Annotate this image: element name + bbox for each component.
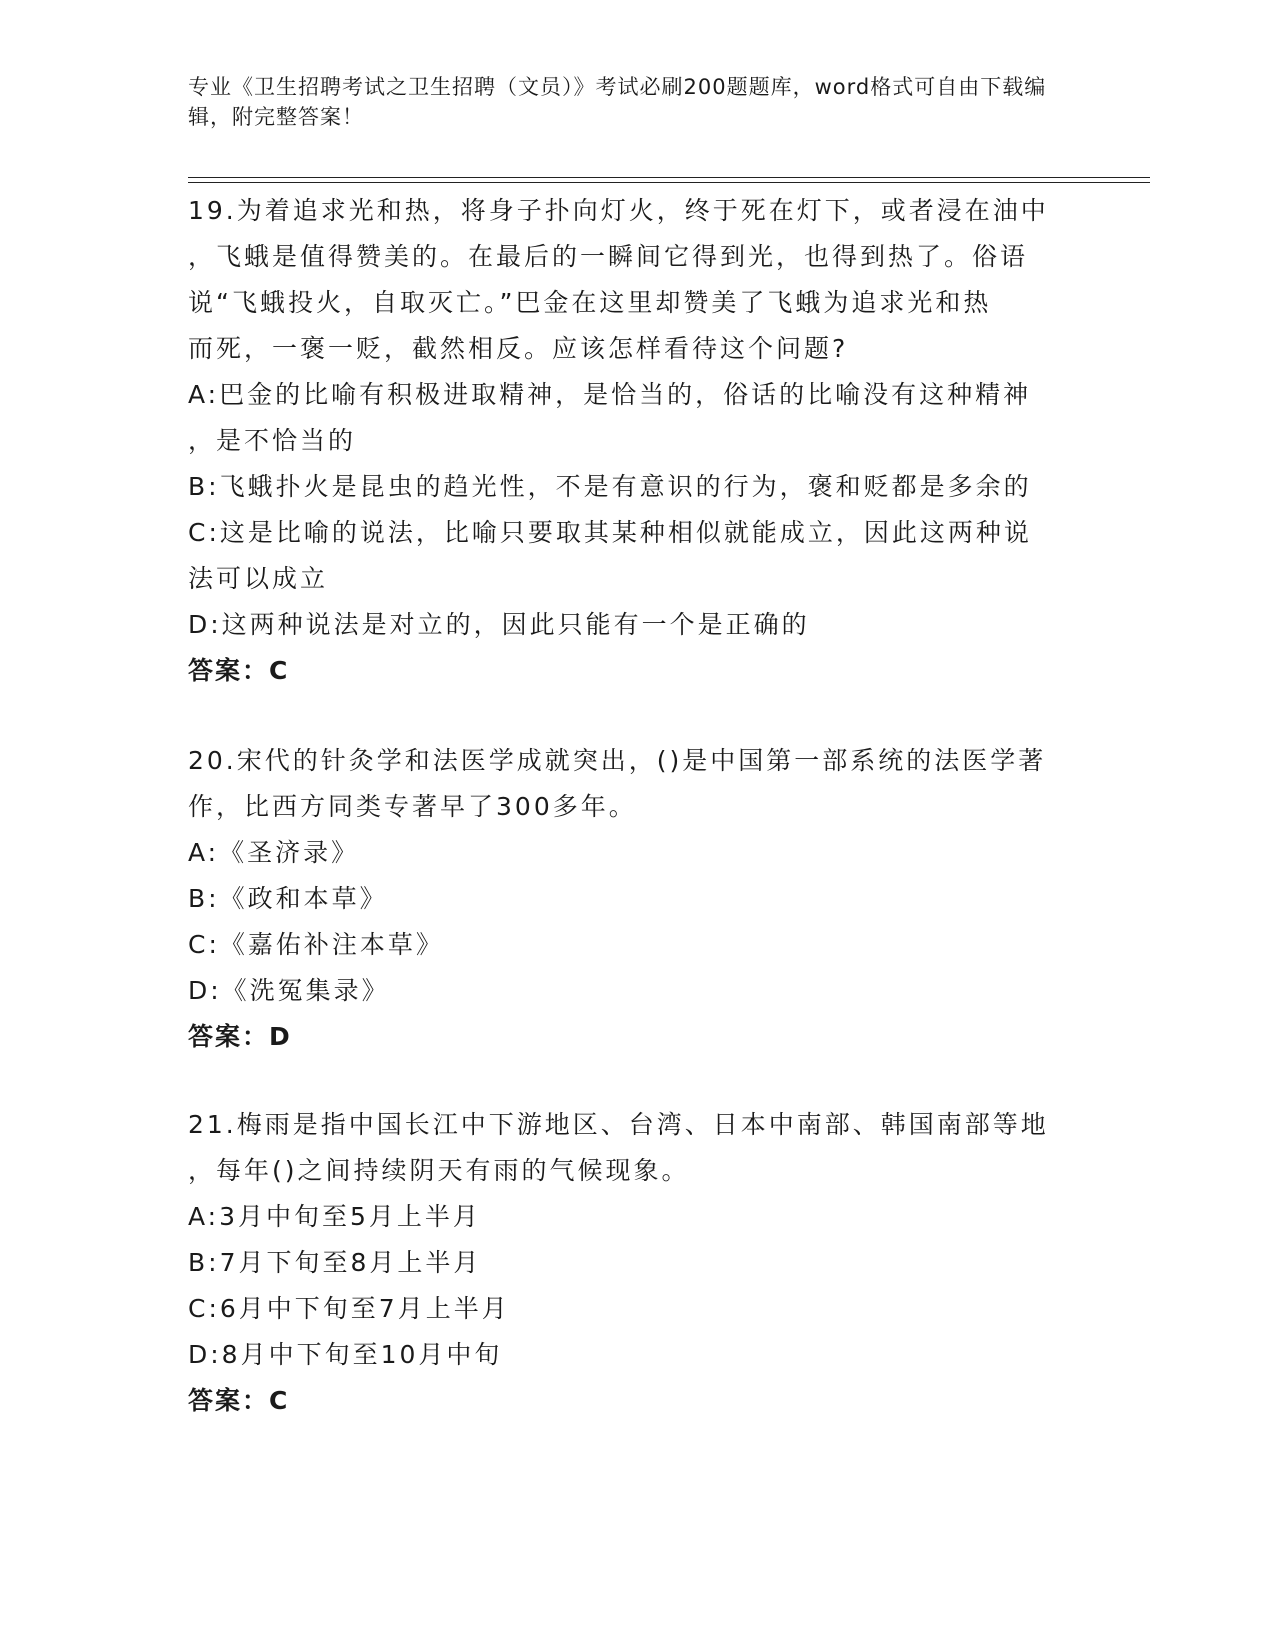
question-stem-line: 21.梅雨是指中国长江中下游地区、台湾、日本中南部、韩国南部等地 [188, 1110, 1049, 1139]
option-c: C:这是比喻的说法，比喻只要取其某种相似就能成立，因此这两种说 [188, 518, 1032, 547]
question-stem-line: ，每年()之间持续阴天有雨的气候现象。 [188, 1156, 690, 1185]
answer-line: 答案：D [188, 1022, 292, 1051]
option-a: A:3月中旬至5月上半月 [188, 1202, 481, 1231]
question-stem-line: 19.为着追求光和热，将身子扑向灯火，终于死在灯下，或者浸在油中 [188, 196, 1049, 225]
header-divider-bottom [188, 182, 1150, 183]
option-b: B:飞蛾扑火是昆虫的趋光性，不是有意识的行为，褒和贬都是多余的 [188, 472, 1032, 501]
option-a: A:《圣济录》 [188, 838, 360, 867]
header-divider-top [188, 177, 1150, 178]
question-stem-line: 20.宋代的针灸学和法医学成就突出，()是中国第一部系统的法医学著 [188, 746, 1047, 775]
document-header [188, 72, 1068, 132]
option-c-continued: 法可以成立 [188, 564, 329, 593]
option-b: B:《政和本草》 [188, 884, 388, 913]
answer-line: 答案：C [188, 656, 290, 685]
option-a-continued: ，是不恰当的 [188, 426, 357, 455]
question-21 [188, 1102, 1088, 1424]
question-19 [188, 188, 1088, 694]
option-d: D:这两种说法是对立的，因此只能有一个是正确的 [188, 610, 810, 639]
answer-line: 答案：C [188, 1386, 290, 1415]
option-a: A:巴金的比喻有积极进取精神，是恰当的，俗话的比喻没有这种精神 [188, 380, 1032, 409]
option-c: C:6月中下旬至7月上半月 [188, 1294, 510, 1323]
option-d: D:《洗冤集录》 [188, 976, 390, 1005]
option-b: B:7月下旬至8月上半月 [188, 1248, 482, 1277]
question-stem-line: 说“飞蛾投火，自取灭亡。”巴金在这里却赞美了飞蛾为追求光和热 [188, 288, 992, 317]
option-d: D:8月中下旬至10月中旬 [188, 1340, 503, 1369]
question-20 [188, 738, 1088, 1060]
question-stem-line: 作，比西方同类专著早了300多年。 [188, 792, 637, 821]
document-title: 专业《卫生招聘考试之卫生招聘（文员）》考试必刷200题题库，word格式可自由下载编辑，附完整答案！ [188, 75, 1047, 129]
option-c: C:《嘉佑补注本草》 [188, 930, 444, 959]
question-stem-line: ，飞蛾是值得赞美的。在最后的一瞬间它得到光，也得到热了。俗语 [188, 242, 1029, 271]
question-stem-line: 而死，一褒一贬，截然相反。应该怎样看待这个问题? [188, 334, 849, 363]
